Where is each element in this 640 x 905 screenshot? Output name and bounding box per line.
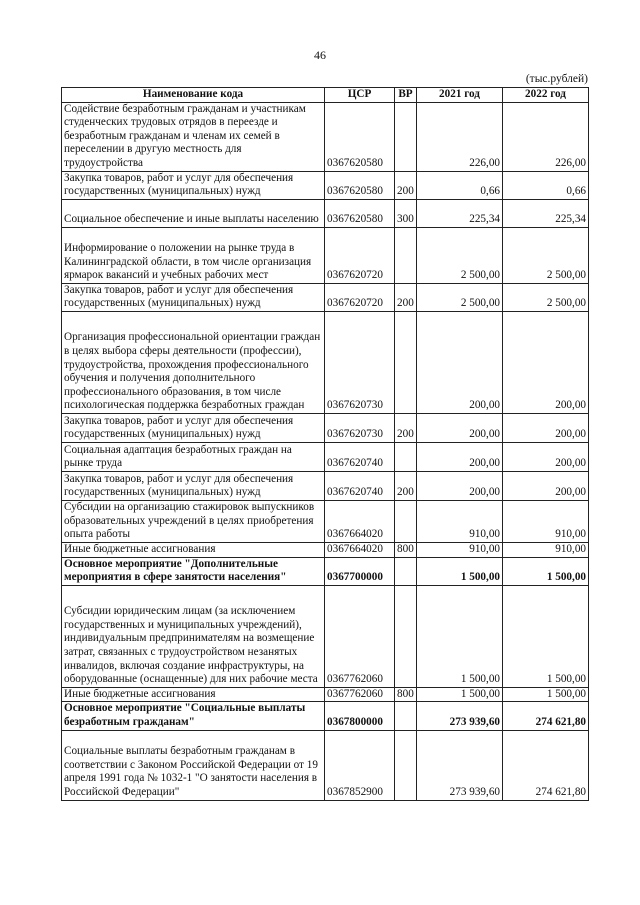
header-vr: ВР — [395, 88, 417, 103]
cell-csr: 0367620730 — [325, 311, 395, 413]
cell-2022: 200,00 — [503, 413, 589, 442]
table-row — [62, 471, 589, 500]
cell-csr: 0367762060 — [325, 585, 395, 687]
table-row — [62, 283, 589, 311]
table-row — [62, 102, 589, 171]
cell-csr: 0367620580 — [325, 102, 395, 171]
cell-name: Субсидии на организацию стажировок выпускников образовательных учреждений в целях приобретения опыта работы — [62, 500, 325, 542]
cell-vr: 200 — [395, 413, 417, 442]
table-row — [62, 442, 589, 471]
table-row — [62, 557, 589, 585]
cell-vr: 800 — [395, 687, 417, 702]
cell-2021: 200,00 — [417, 471, 503, 500]
cell-csr: 0367620720 — [325, 283, 395, 311]
header-name: Наименование кода — [62, 88, 325, 103]
cell-name: Социальное обеспечение и иные выплаты населению — [62, 199, 325, 227]
cell-2021: 200,00 — [417, 413, 503, 442]
cell-2022: 226,00 — [503, 102, 589, 171]
table-row — [62, 171, 589, 199]
cell-2021: 273 939,60 — [417, 730, 503, 800]
cell-2022: 225,34 — [503, 199, 589, 227]
cell-vr: 200 — [395, 471, 417, 500]
cell-2021: 2 500,00 — [417, 227, 503, 283]
table-row — [62, 702, 589, 730]
cell-name: Социальные выплаты безработным гражданам в соответствии с Законом Российской Федерации от 19 апреля 1991 года № 1032-1 "О занятости населения в Российской Федерации" — [62, 730, 325, 800]
units-label: (тыс.рублей) — [525, 73, 588, 85]
table-row — [62, 311, 589, 413]
cell-name: Организация профессиональной ориентации граждан в целях выбора сферы деятельности (профессии), трудоустройства, прохождения профессионального обучения и получения дополнительного профессионального образования, в том числе психологическая поддержка безработных граждан — [62, 311, 325, 413]
cell-2021: 200,00 — [417, 442, 503, 471]
cell-vr — [395, 311, 417, 413]
cell-2022: 1 500,00 — [503, 687, 589, 702]
table-row — [62, 585, 589, 687]
cell-csr: 0367762060 — [325, 687, 395, 702]
cell-name: Информирование о положении на рынке труда в Калининградской области, в том числе организация ярмарок вакансий и учебных рабочих мест — [62, 227, 325, 283]
cell-2022: 910,00 — [503, 542, 589, 557]
cell-vr — [395, 442, 417, 471]
table-row — [62, 730, 589, 800]
cell-name: Закупка товаров, работ и услуг для обеспечения государственных (муниципальных) нужд — [62, 171, 325, 199]
cell-2022: 0,66 — [503, 171, 589, 199]
cell-csr: 0367620720 — [325, 227, 395, 283]
cell-csr: 0367620580 — [325, 199, 395, 227]
cell-csr: 0367620730 — [325, 413, 395, 442]
cell-name: Закупка товаров, работ и услуг для обеспечения государственных (муниципальных) нужд — [62, 413, 325, 442]
table-row — [62, 542, 589, 557]
header-2021: 2021 год — [417, 88, 503, 103]
cell-2022: 200,00 — [503, 471, 589, 500]
cell-csr: 0367620740 — [325, 471, 395, 500]
cell-name: Закупка товаров, работ и услуг для обеспечения государственных (муниципальных) нужд — [62, 283, 325, 311]
cell-2022: 2 500,00 — [503, 283, 589, 311]
cell-2021: 0,66 — [417, 171, 503, 199]
cell-name: Иные бюджетные ассигнования — [62, 542, 325, 557]
cell-2022: 1 500,00 — [503, 585, 589, 687]
table-row — [62, 500, 589, 542]
cell-2021: 1 500,00 — [417, 557, 503, 585]
cell-vr — [395, 227, 417, 283]
cell-2021: 225,34 — [417, 199, 503, 227]
cell-2022: 1 500,00 — [503, 557, 589, 585]
table-row — [62, 413, 589, 442]
cell-2021: 1 500,00 — [417, 585, 503, 687]
cell-2021: 200,00 — [417, 311, 503, 413]
cell-2021: 2 500,00 — [417, 283, 503, 311]
cell-vr: 300 — [395, 199, 417, 227]
cell-vr: 800 — [395, 542, 417, 557]
cell-csr: 0367664020 — [325, 500, 395, 542]
header-2022: 2022 год — [503, 88, 589, 103]
table-row — [62, 199, 589, 227]
cell-name: Содействие безработным гражданам и участникам студенческих трудовых отрядов в переезде и безработным гражданам и членам их семей в переселении в другую местность для трудоустройства — [62, 102, 325, 171]
table-row — [62, 227, 589, 283]
cell-2021: 1 500,00 — [417, 687, 503, 702]
cell-csr: 0367620580 — [325, 171, 395, 199]
cell-2022: 910,00 — [503, 500, 589, 542]
page-number: 46 — [314, 48, 326, 62]
budget-table — [61, 87, 589, 801]
cell-vr — [395, 702, 417, 730]
cell-2022: 274 621,80 — [503, 702, 589, 730]
cell-2022: 274 621,80 — [503, 730, 589, 800]
cell-vr — [395, 585, 417, 687]
cell-2022: 200,00 — [503, 442, 589, 471]
cell-name: Иные бюджетные ассигнования — [62, 687, 325, 702]
cell-vr — [395, 102, 417, 171]
cell-name: Субсидии юридическим лицам (за исключением государственных и муниципальных учреждений), индивидуальным предпринимателям на возмещение затрат, связанных с трудоустройством незанятых инвалидов, включая создание инфраструктуры, на оборудованные (оснащенные) для них рабочие места — [62, 585, 325, 687]
cell-vr: 200 — [395, 283, 417, 311]
cell-csr: 0367664020 — [325, 542, 395, 557]
cell-name: Основное мероприятие "Социальные выплаты безработным гражданам" — [62, 702, 325, 730]
cell-csr: 0367800000 — [325, 702, 395, 730]
cell-name: Основное мероприятие "Дополнительные мероприятия в сфере занятости населения" — [62, 557, 325, 585]
cell-vr — [395, 730, 417, 800]
table-body — [62, 102, 589, 800]
cell-2021: 910,00 — [417, 500, 503, 542]
cell-2021: 226,00 — [417, 102, 503, 171]
cell-vr — [395, 557, 417, 585]
cell-name: Закупка товаров, работ и услуг для обеспечения государственных (муниципальных) нужд — [62, 471, 325, 500]
table-header-row — [62, 88, 589, 103]
cell-2021: 910,00 — [417, 542, 503, 557]
cell-2021: 273 939,60 — [417, 702, 503, 730]
header-csr: ЦСР — [325, 88, 395, 103]
cell-csr: 0367620740 — [325, 442, 395, 471]
cell-vr — [395, 500, 417, 542]
cell-csr: 0367700000 — [325, 557, 395, 585]
cell-2022: 2 500,00 — [503, 227, 589, 283]
cell-vr: 200 — [395, 171, 417, 199]
cell-2022: 200,00 — [503, 311, 589, 413]
table-row — [62, 687, 589, 702]
cell-csr: 0367852900 — [325, 730, 395, 800]
cell-name: Социальная адаптация безработных граждан на рынке труда — [62, 442, 325, 471]
